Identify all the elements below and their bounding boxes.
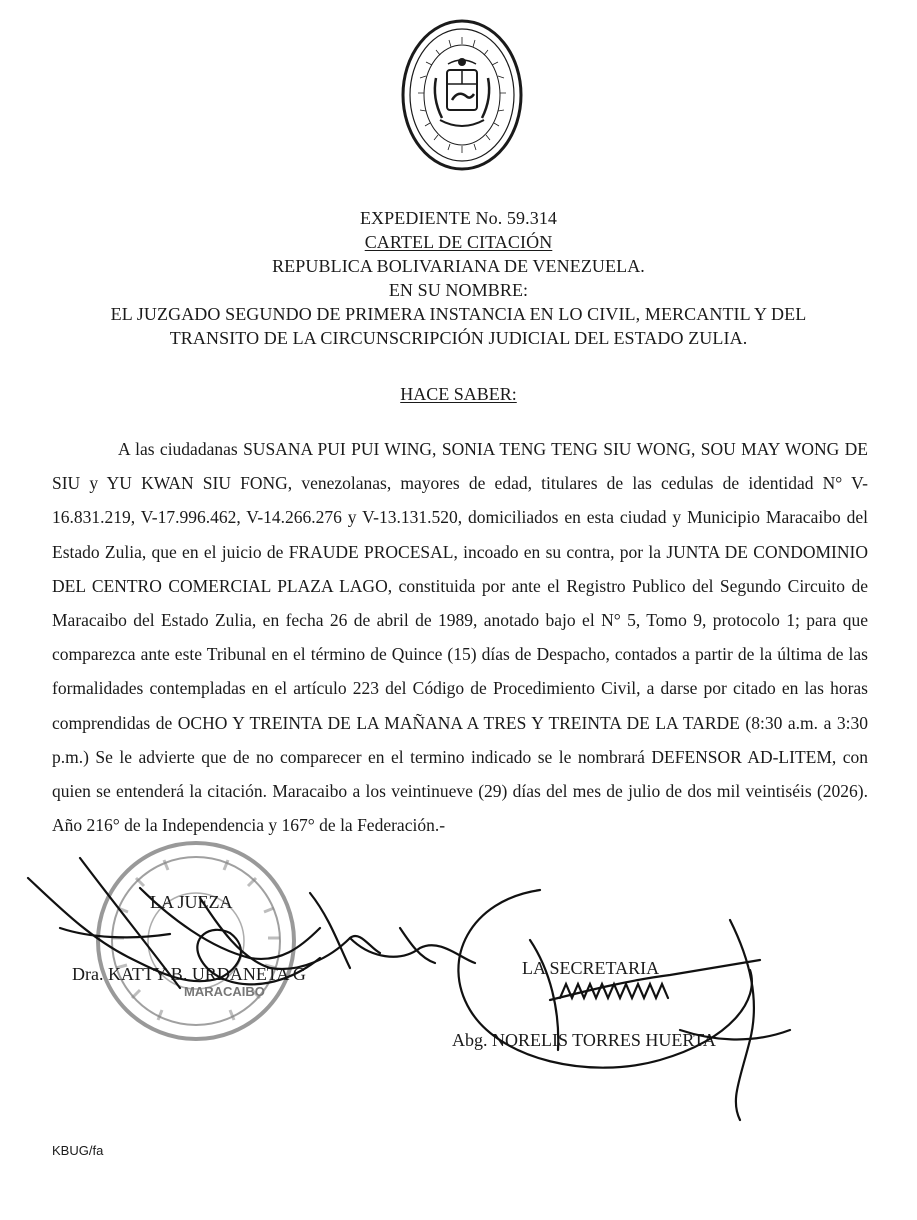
judge-name: Dra. KATTY B. URDANETA G <box>72 964 306 984</box>
initials-code: KBUG/fa <box>52 1143 104 1158</box>
document-title: CARTEL DE CITACIÓN <box>364 232 553 252</box>
court-name-line-2: TRANSITO DE LA CIRCUNSCRIPCIÓN JUDICIAL DEL ESTADO ZULIA. <box>169 328 748 348</box>
republic-name: REPUBLICA BOLIVARIANA DE VENEZUELA. <box>272 256 645 276</box>
hace-saber-heading: HACE SABER: <box>400 384 517 404</box>
document-header <box>0 206 917 350</box>
expediente-number: EXPEDIENTE No. 59.314 <box>359 208 558 228</box>
secretary-title: LA SECRETARIA <box>522 958 660 978</box>
secretary-signature-icon <box>430 880 830 1140</box>
stamp-city-label: MARACAIBO <box>184 984 265 999</box>
citation-body: A las ciudadanas SUSANA PUI PUI WING, SONIA TENG TENG SIU WONG, SOU MAY WONG DE SIU y YU KWAN SIU FONG, venezolanas, mayores de edad, titulares de las cedulas de identidad N° V-16.831.219, V-17.996.462, V-14.266.276 y V-13.131.520, domiciliados en esta ciudad y Municipio Maracaibo del Estado Zulia, que en el juicio de FRAUDE PROCESAL, incoado en su contra, por la JUNTA DE CONDOMINIO DEL CENTRO COMERCIAL PLAZA LAGO, constituida por ante el Registro Publico del Segundo Circuito de Maracaibo del Estado Zulia, en fecha 26 de abril de 1989, anotado bajo el N° 5, Tomo 9, protocolo 1; para que comparezca ante este Tribunal en el término de Quince (15) días de Despacho, contados a partir de la última de las formalidades contempladas en el artículo 223 del Código de Procedimiento Civil, a darse por citado en las horas comprendidas de OCHO Y TREINTA DE LA MAÑANA A TRES Y TREINTA DE LA TARDE (8:30 a.m. a 3:30 p.m.) Se le advierte que de no comparecer en el termino indicado se le nombrará DEFENSOR AD-LITEM, con quien se entenderá la citación. Maracaibo a los veintinueve (29) días del mes de julio de dos mil veintiséis (2026). Año 216° de la Independencia y 167° de la Federación.- <box>52 439 868 836</box>
court-name-line-1: EL JUZGADO SEGUNDO DE PRIMERA INSTANCIA EN LO CIVIL, MERCANTIL Y DEL <box>110 304 807 324</box>
judge-title: LA JUEZA <box>150 892 233 912</box>
en-su-nombre: EN SU NOMBRE: <box>388 280 529 300</box>
secretary-name: Abg. NORELIS TORRES HUERTA <box>452 1030 716 1050</box>
court-seal-icon <box>400 18 524 172</box>
judge-signature-icon <box>20 838 490 1028</box>
